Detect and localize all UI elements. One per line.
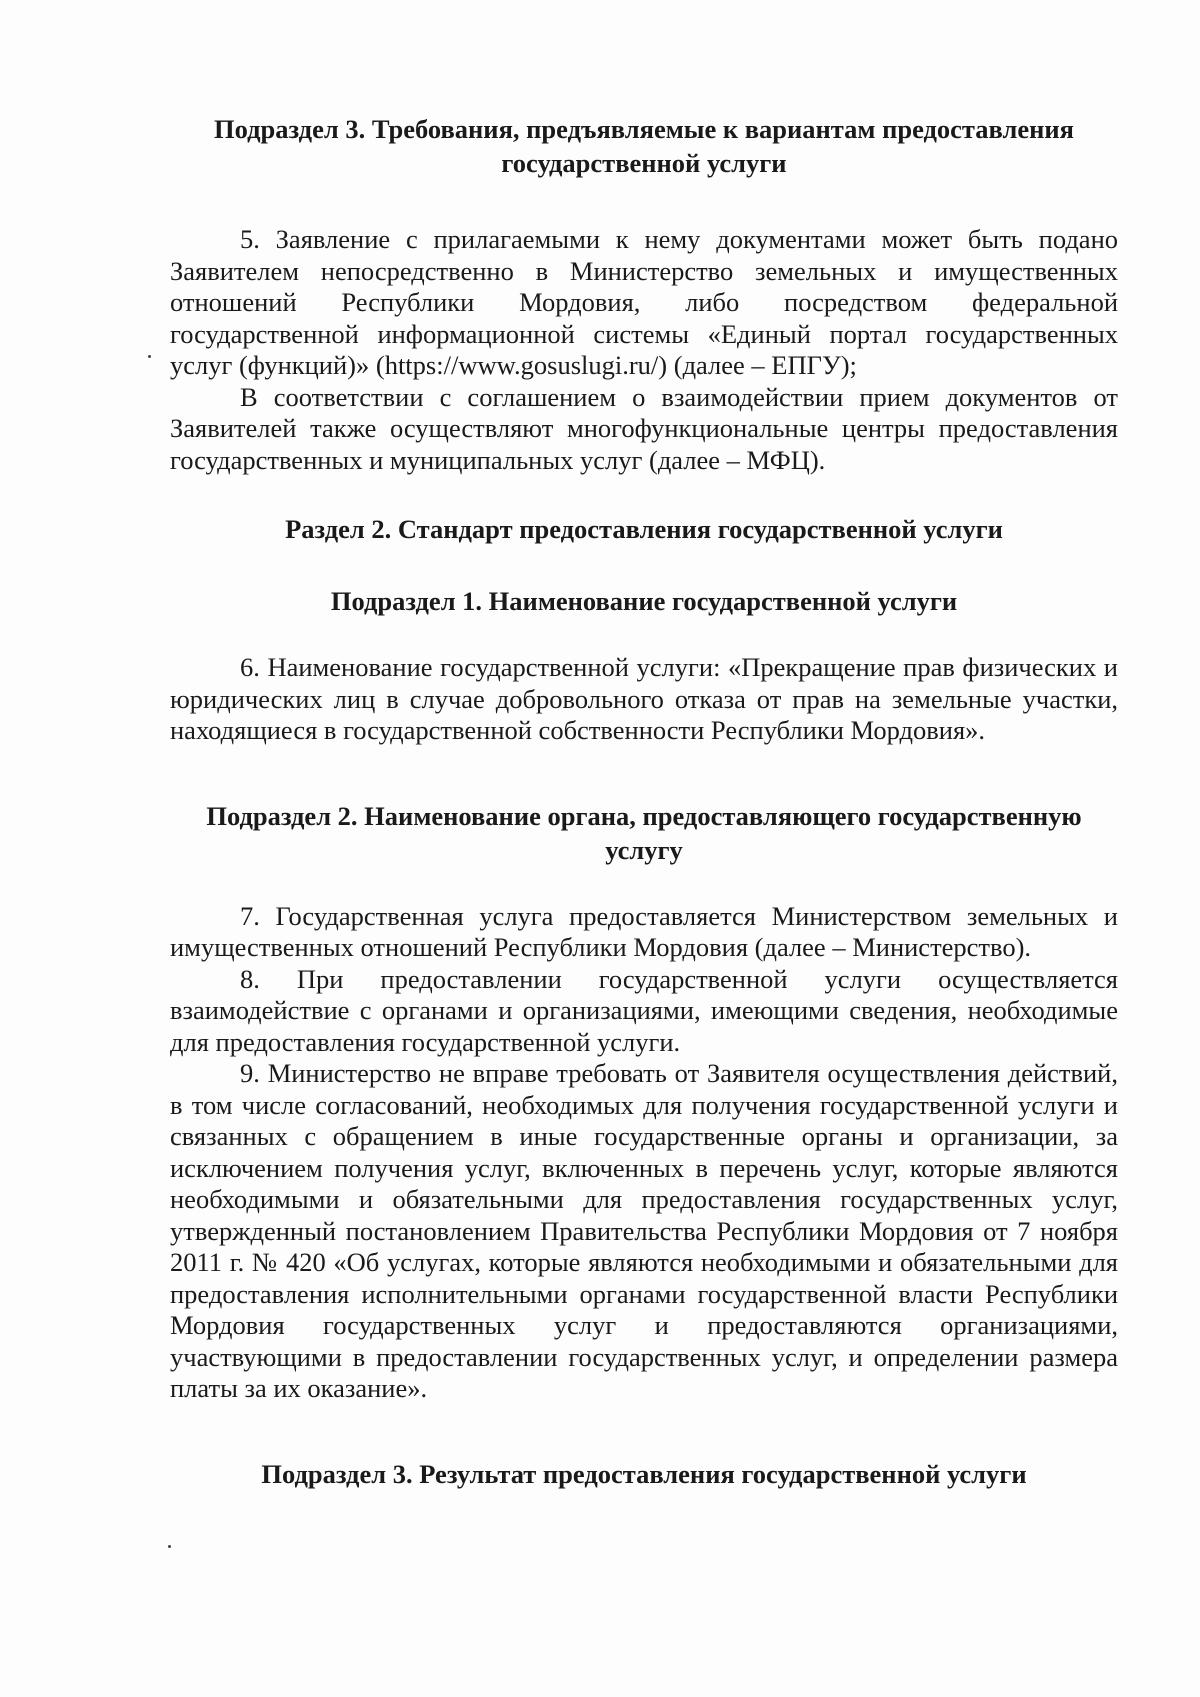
- scan-speck: [168, 1545, 171, 1548]
- document-body: [170, 112, 1118, 1491]
- subsection-heading-requirements: Подраздел 3. Требования, предъявляемые к вариантам предоставления государственной услуги: [214, 114, 1074, 178]
- paragraph-6: 6. Наименование государственной услуги: «Прекращение прав физических и юридических лиц в случае добровольного отказа от прав на земельные участки, находящиеся в государственной собственности Республики Мордовия».: [170, 652, 1118, 745]
- subsection-heading-service-name: Подраздел 1. Наименование государственной услуги: [330, 586, 958, 616]
- paragraph-8: 8. При предоставлении государственной услуги осуществляется взаимодействие с органами и организациями, имеющими сведения, необходимые для предоставления государственной услуги.: [170, 963, 1118, 1057]
- scan-speck: [148, 355, 151, 358]
- section-heading-standard: Раздел 2. Стандарт предоставления государственной услуги: [285, 514, 1003, 544]
- paragraph-5: 5. Заявление с прилагаемыми к нему документами может быть подано Заявителем непосредственно в Министерство земельных и имущественных отношений Республики Мордовия, либо посредством федеральной государственной информационной системы «Единый портал государственных услуг (функций)» (https://www.gosuslugi.ru/) (далее – ЕПГУ);: [170, 224, 1118, 380]
- paragraph-9: 9. Министерство не вправе требовать от Заявителя осуществления действий, в том числе согласований, необходимых для получения государственной услуги и связанных с обращением в иные государственные органы и организации, за исключением получения услуг, включенных в перечень услуг, которые являются необходимыми и обязательными для предоставления государственных услуг, утвержденный постановлением Правительства Республики Мордовия от 7 ноября 2011 г. № 420 «Об услугах, которые являются необходимыми и обязательными для предоставления исполнительными органами государственной власти Республики Мордовия государственных услуг и предоставляются организациями, участвующими в предоставлении государственных услуг, и определении размера платы за их оказание».: [170, 1058, 1118, 1403]
- paragraph-5-continued: В соответствии с соглашением о взаимодействии прием документов от Заявителей также осуществляют многофункциональные центры предоставления государственных и муниципальных услуг (далее – МФЦ).: [170, 381, 1118, 475]
- subsection-heading-result: Подраздел 3. Результат предоставления государственной услуги: [261, 1458, 1027, 1489]
- paragraph-7: 7. Государственная услуга предоставляется Министерством земельных и имущественных отношений Республики Мордовия (далее – Министерство).: [170, 900, 1118, 962]
- subsection-heading-authority: Подраздел 2. Наименование органа, предоставляющего государственную услугу: [206, 800, 1082, 865]
